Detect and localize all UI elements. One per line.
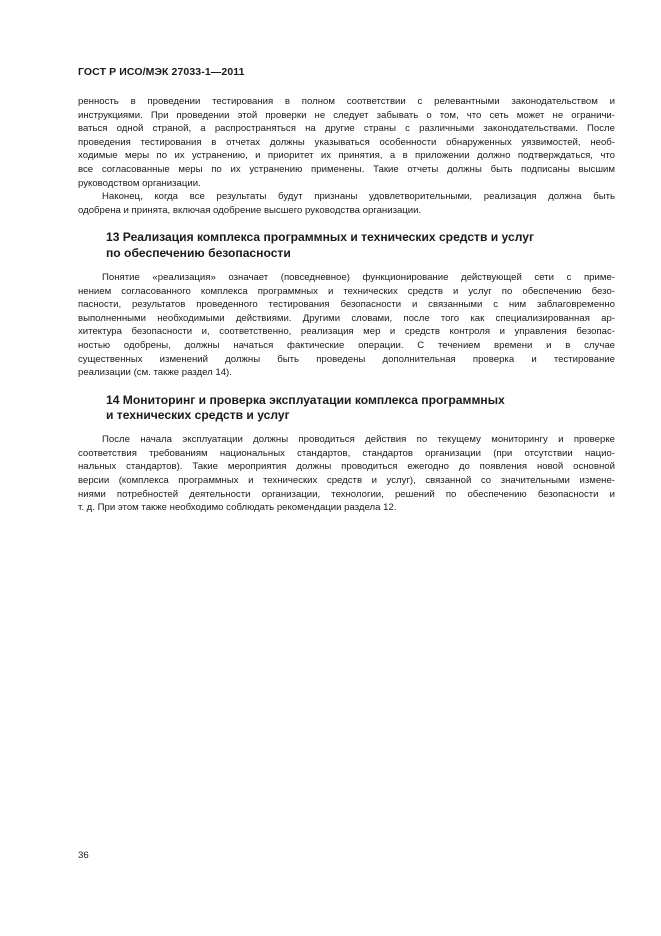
text-line: версии (комплекса программных и технических средств и услуг), связанной со значительными измене-: [78, 475, 615, 487]
text-line: ностью одобрены, должны начаться фактические операции. С течением времени и в случае: [78, 339, 615, 351]
text-line: руководством организации.: [78, 177, 201, 189]
text-line: ходимые меры по их устранению, и приоритет их принятия, а в приложении должно подтверждаться, что: [78, 150, 615, 162]
text-line: одобрена и принята, включая одобрение высшего руководства организации.: [78, 204, 422, 216]
title-line: по обеспечению безопасности: [106, 246, 291, 261]
text-line: Понятие «реализация» означает (повседневное) функционирование действующей сети с приме-: [102, 271, 615, 283]
section-14-title: [78, 393, 615, 425]
document-header: ГОСТ Р ИСО/МЭК 27033-1—2011: [78, 66, 245, 78]
text-line: выполненными необходимыми действиями. Другими словами, после того как специализированная ар-: [78, 312, 615, 324]
title-line: 14 Мониторинг и проверка эксплуатации комплекса программных: [106, 392, 505, 407]
text-line: т. д. При этом также необходимо соблюдать рекомендации раздела 12.: [78, 502, 397, 514]
intro-paragraph-2: [78, 190, 615, 217]
text-line: нением согласованного комплекса программных и технических средств и услуг по обеспечению безо-: [78, 285, 615, 297]
text-line: реализации (см. также раздел 14).: [78, 367, 232, 379]
text-line: ренность в проведении тестирования в полном соответствии с релевантными законодательством и: [78, 96, 615, 107]
text-line: соответствия требованиям национальных стандартов, стандартов организации (при отсутствии нацио-: [78, 447, 615, 459]
text-line: Наконец, когда все результаты будут признаны удовлетворительными, реализация должна быть: [102, 191, 615, 203]
text-line: хитектура безопасности и, соответственно, реализация мер и средств контроля и управления безопас-: [78, 326, 615, 338]
text-line: ваться одной страной, а распространяться на другие страны с различными законодательствами. После: [78, 123, 615, 135]
section-13-paragraph: [78, 271, 615, 380]
text-line: После начала эксплуатации должны проводиться действия по текущему мониторингу и проверке: [102, 434, 615, 446]
text-line: все согласованные меры по их устранению применены. Такие отчеты должны быть подписаны высшим: [78, 163, 615, 175]
section-14-paragraph: [78, 433, 615, 515]
text-line: существенных изменений должны быть проведены дополнительная проверка и тестирование: [78, 353, 615, 365]
text-line: нальных стандартов). Такие мероприятия должны проводиться ежегодно до появления новой основной: [78, 461, 615, 473]
title-line: и технических средств и услуг: [106, 408, 290, 423]
text-line: пасности, результатов проведенного тестирования безопасности и связанными с ним заблаговременно: [78, 299, 615, 311]
section-13-title: [78, 230, 615, 262]
text-line: инструкциями. При проведении этой проверки не следует забывать о том, что сеть может не ограничи-: [78, 109, 615, 121]
intro-paragraph-1: [78, 95, 615, 190]
text-line: ниями потребностей деятельности организации, технологии, решений по обеспечению безопасности и: [78, 488, 615, 500]
page-number: 36: [78, 850, 89, 861]
text-line: проведения тестирования в отчетах должны указываться особенности обнаруженных уязвимостей, необ-: [78, 136, 615, 148]
page-content: [78, 95, 615, 515]
title-line: 13 Реализация комплекса программных и технических средств и услуг: [106, 230, 534, 245]
